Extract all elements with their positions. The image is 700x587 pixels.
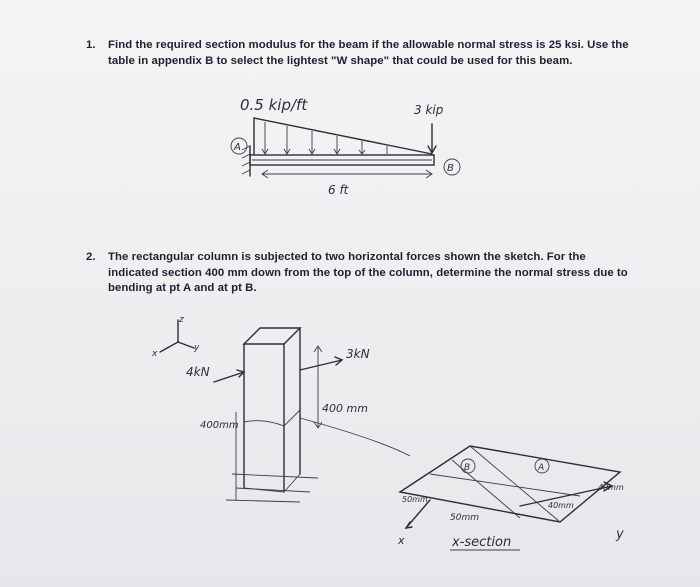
problem-1-line-2: table in appendix B to select the lightest "W shape" that could be used for this beam.: [108, 54, 573, 67]
problem-1-number: 1.: [86, 39, 96, 51]
point-load-label: 3 kip: [414, 103, 444, 117]
distributed-load-label: 0.5 kip/ft: [240, 96, 308, 114]
problem-2-line-2: indicated section 400 mm down from the top of the column, determine the normal stress due to: [108, 266, 628, 279]
axis-y-label: y: [194, 343, 200, 353]
axis-z-label: z: [179, 315, 184, 325]
problem-2-line-1: The rectangular column is subjected to two horizontal forces shown the sketch. For the: [108, 251, 586, 263]
problem-2-line-3: bending at pt A and at pt B.: [108, 282, 257, 294]
problem-1-line-1: Find the required section modulus for the beam if the allowable normal stress is 25 ksi. Use the: [108, 39, 629, 51]
problem-2-number: 2.: [86, 251, 96, 263]
dim-50mm-left: 50mm: [402, 495, 428, 504]
axis-x-label: x: [152, 349, 158, 359]
dim-40mm-side: 40mm: [548, 501, 574, 510]
support-a-label: A: [234, 142, 241, 153]
point-a-label: A: [538, 463, 545, 473]
span-label: 6 ft: [328, 183, 349, 197]
column: [226, 328, 318, 502]
dim-50mm-mid: 50mm: [450, 513, 479, 523]
point-b-label: B: [464, 463, 471, 473]
width-label: 400mm: [200, 420, 239, 431]
dim-40mm-right: 40mm: [598, 483, 624, 492]
force-3kn-label: 3kN: [346, 347, 370, 361]
section-callout-curve: [300, 418, 410, 456]
cross-section: [400, 446, 620, 528]
section-axis-x: x: [398, 534, 405, 547]
section-label: x-section: [452, 535, 512, 550]
force-4kn-label: 4kN: [186, 365, 210, 379]
section-axis-y: y: [616, 527, 624, 542]
depth-label: 400 mm: [322, 402, 368, 415]
support-b-label: B: [447, 163, 454, 174]
axis-triad: [160, 320, 194, 352]
